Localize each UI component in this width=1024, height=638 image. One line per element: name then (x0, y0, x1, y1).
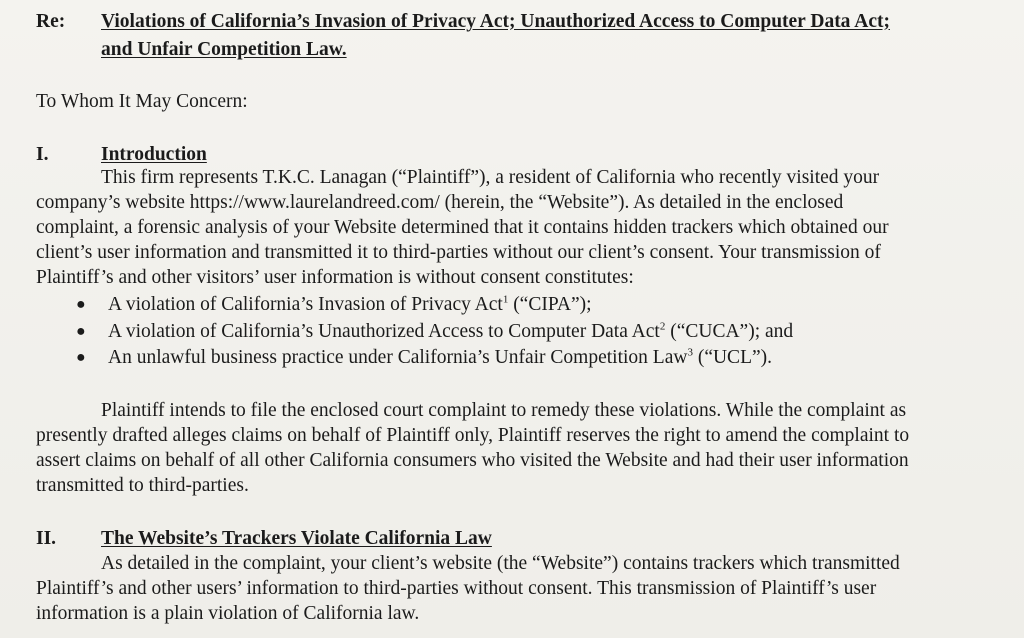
intro-line-2: company’s website https://www.laurelandreed.com/ (herein, the “Website”). As detailed in the enclosed (36, 192, 844, 213)
bullet-dot: ● (76, 296, 86, 313)
bullet-dot: ● (76, 323, 86, 340)
bullet-item-cipa: A violation of California’s Invasion of Privacy Act$^1$ (“CIPA”); (108, 293, 592, 315)
intro-line-1: This firm represents T.K.C. Lanagan (“Plaintiff”), a resident of California who recently visited your (101, 167, 880, 188)
intro-line-3: complaint, a forensic analysis of your Website determined that it contains hidden trackers which obtained our (36, 217, 889, 238)
section-1-heading: Introduction (101, 144, 207, 165)
para2-line-1: Plaintiff intends to file the enclosed court complaint to remedy these violations. While the complaint as (101, 400, 907, 421)
bullet-dot: ● (76, 349, 86, 366)
section-2-number: II. (36, 528, 57, 549)
section-1-number: I. (36, 144, 49, 165)
intro-line-5: Plaintiff’s and other visitors’ user information is without consent constitutes: (36, 267, 634, 288)
para2-line-4: transmitted to third-parties. (36, 475, 249, 496)
bullet-item-ucl: An unlawful business practice under California’s Unfair Competition Law$^3$ (“UCL”). (108, 346, 773, 368)
section-2-heading: The Website’s Trackers Violate California Law (101, 528, 492, 549)
subject-line-2: and Unfair Competition Law. (101, 39, 347, 60)
salutation: To Whom It May Concern: (36, 91, 248, 112)
section2-line-1: As detailed in the complaint, your client’s website (the “Website”) contains trackers which transmitted (101, 553, 900, 574)
section2-line-3: information is a plain violation of California law. (36, 603, 420, 624)
re-label: Re: (36, 11, 66, 32)
para2-line-2: presently drafted alleges claims on behalf of Plaintiff only, Plaintiff reserves the right to amend the complaint to (36, 425, 910, 446)
intro-line-4: client’s user information and transmitted it to third-parties without our client’s consent. Your transmission of (36, 242, 881, 263)
bullet-item-cuca: A violation of California’s Unauthorized Access to Computer Data Act$^2$ (“CUCA”); and (108, 320, 794, 342)
section2-line-2: Plaintiff’s and other users’ information to third-parties without consent. This transmission of Plaintiff’s user (36, 578, 877, 599)
para2-line-3: assert claims on behalf of all other California consumers who visited the Website and had their user information (36, 450, 909, 471)
subject-line-1: Violations of California’s Invasion of Privacy Act; Unauthorized Access to Computer Data Act; (101, 11, 890, 32)
